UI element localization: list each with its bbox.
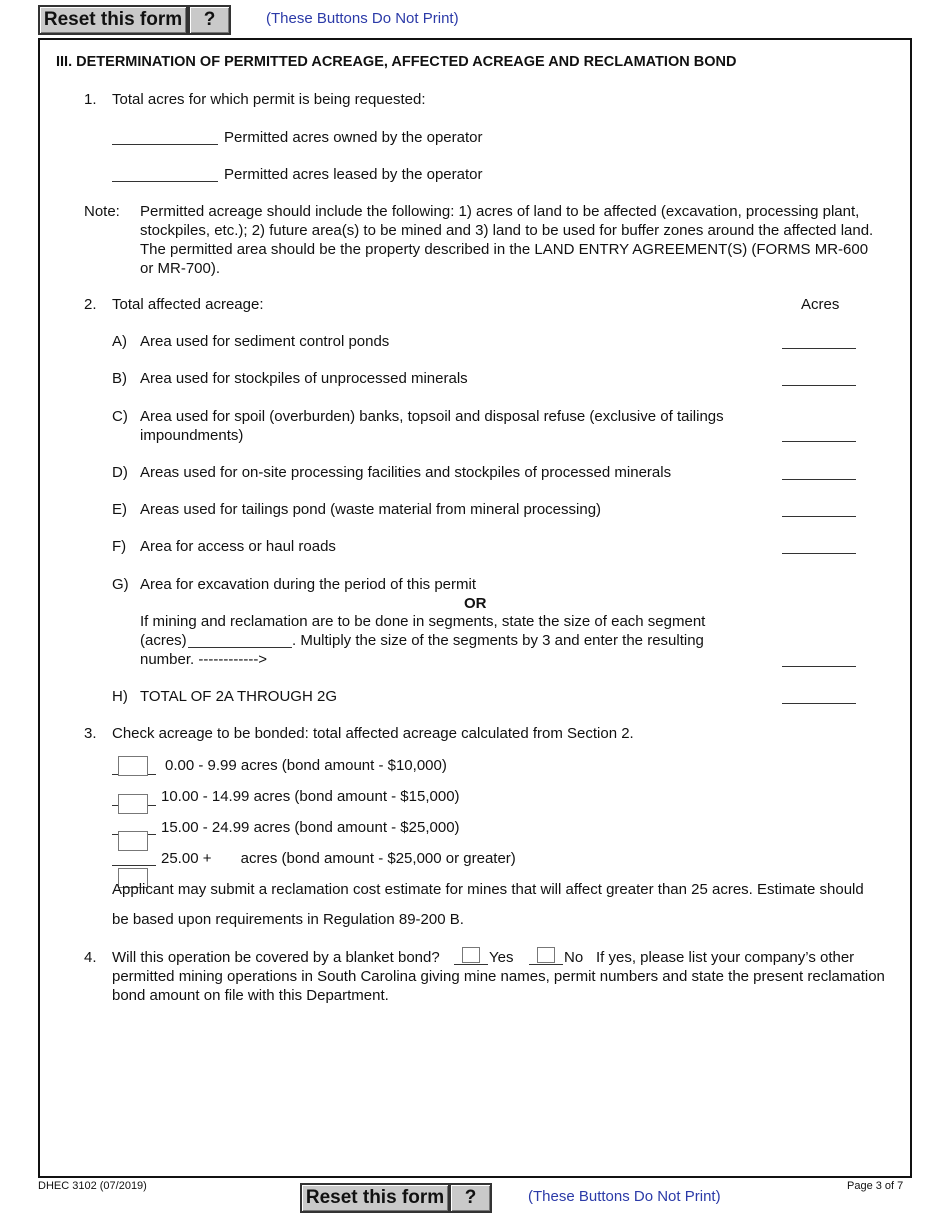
q4-text-b: If yes, please list your company’s other <box>596 949 855 966</box>
bond-option-checkbox[interactable] <box>118 756 148 776</box>
item-text: TOTAL OF 2A THROUGH 2G <box>140 688 337 705</box>
item-text: Area used for stockpiles of unprocessed minerals <box>140 370 468 387</box>
blanket-bond-yes-checkbox[interactable] <box>462 947 480 963</box>
owned-acres-field[interactable] <box>112 144 218 145</box>
bond-option-label: 0.00 - 9.99 acres (bond amount - $10,000) <box>165 757 447 774</box>
q4-text: Will this operation be covered by a blanket bond? <box>112 949 440 966</box>
acres-field-c[interactable] <box>782 441 856 442</box>
segment-text-line2: . Multiply the size of the segments by 3 and enter the resulting <box>292 632 704 649</box>
segment-text-line3: number. ------------> <box>140 651 268 668</box>
q1-number: 1. <box>84 91 97 108</box>
bond-option-label: 10.00 - 14.99 acres (bond amount - $15,000) <box>161 788 460 805</box>
item-letter: A) <box>112 333 127 350</box>
acres-field-a[interactable] <box>782 348 856 349</box>
acres-column-header: Acres <box>801 296 840 313</box>
reset-form-button-top[interactable]: Reset this form <box>38 5 188 35</box>
item-letter: G) <box>112 576 129 593</box>
or-label: OR <box>464 595 487 612</box>
segment-size-field[interactable] <box>188 647 292 648</box>
item-letter: D) <box>112 464 128 481</box>
page-number: Page 3 of 7 <box>847 1180 904 1192</box>
item-letter: F) <box>112 538 127 555</box>
blanket-bond-no-checkbox[interactable] <box>537 947 555 963</box>
q4-number: 4. <box>84 949 97 966</box>
yes-underline <box>454 964 488 965</box>
item-letter: E) <box>112 501 127 518</box>
no-print-note-top: (These Buttons Do Not Print) <box>266 10 459 27</box>
bond-option-checkbox[interactable] <box>118 831 148 851</box>
q4-text-line2: permitted mining operations in South Carolina giving mine names, permit numbers and state the present reclamation <box>112 968 885 985</box>
no-print-note-bottom: (These Buttons Do Not Print) <box>528 1188 721 1205</box>
segment-text-acres: (acres) <box>140 632 187 649</box>
q1-text: Total acres for which permit is being requested: <box>112 91 426 108</box>
q3-text: Check acreage to be bonded: total affected acreage calculated from Section 2. <box>112 725 634 742</box>
reset-form-button-bottom[interactable]: Reset this form <box>300 1183 450 1213</box>
no-underline <box>529 964 563 965</box>
leased-acres-field[interactable] <box>112 181 218 182</box>
estimate-text-line1: Applicant may submit a reclamation cost estimate for mines that will affect greater than 25 acres. Estimate should <box>112 881 864 898</box>
form-id: DHEC 3102 (07/2019) <box>38 1180 147 1192</box>
item-text: Area for excavation during the period of this permit <box>140 576 477 593</box>
q2-text: Total affected acreage: <box>112 296 264 313</box>
note-line: Permitted acreage should include the following: 1) acres of land to be affected (excavation, processing plant, <box>140 203 860 220</box>
note-line: stockpiles, etc.); 2) future area(s) to be mined and 3) land to be used for buffer zones around the affected land. <box>140 222 874 239</box>
acres-field-d[interactable] <box>782 479 856 480</box>
bond-option-label: 25.00 + acres (bond amount - $25,000 or greater) <box>161 850 516 867</box>
segment-text-line1: If mining and reclamation are to be done in segments, state the size of each segment <box>140 613 706 630</box>
acres-field-e[interactable] <box>782 516 856 517</box>
help-button-top[interactable]: ? <box>188 5 231 35</box>
item-text: Area for access or haul roads <box>140 538 336 555</box>
item-text: Areas used for tailings pond (waste material from mineral processing) <box>140 501 602 518</box>
bond-option-label: 15.00 - 24.99 acres (bond amount - $25,000) <box>161 819 460 836</box>
acres-field-total[interactable] <box>782 703 856 704</box>
item-letter: H) <box>112 688 128 705</box>
option-underline <box>112 865 156 866</box>
leased-acres-label: Permitted acres leased by the operator <box>224 166 483 183</box>
item-letter: B) <box>112 370 127 387</box>
no-label: No <box>564 949 584 966</box>
estimate-text-line2: be based upon requirements in Regulation 89-200 B. <box>112 911 464 928</box>
yes-label: Yes <box>489 949 514 966</box>
q3-number: 3. <box>84 725 97 742</box>
item-letter: C) <box>112 408 128 425</box>
item-text-cont: impoundments) <box>140 427 244 444</box>
owned-acres-label: Permitted acres owned by the operator <box>224 129 483 146</box>
section-heading: III. DETERMINATION OF PERMITTED ACREAGE, AFFECTED ACREAGE AND RECLAMATION BOND <box>56 54 737 70</box>
q4-text-line3: bond amount on file with this Department. <box>112 987 389 1004</box>
note-line: or MR-700). <box>140 260 221 277</box>
acres-field-g[interactable] <box>782 666 856 667</box>
acres-field-b[interactable] <box>782 385 856 386</box>
bond-option-checkbox[interactable] <box>118 794 148 814</box>
item-text: Area used for spoil (overburden) banks, topsoil and disposal refuse (exclusive of tailings <box>140 408 724 425</box>
q2-number: 2. <box>84 296 97 313</box>
item-text: Area used for sediment control ponds <box>140 333 390 350</box>
note-line: The permitted area should be the property described in the LAND ENTRY AGREEMENT(S) (FORMS MR-600 <box>140 241 869 258</box>
acres-field-f[interactable] <box>782 553 856 554</box>
item-text: Areas used for on-site processing facilities and stockpiles of processed minerals <box>140 464 672 481</box>
note-label: Note: <box>84 203 120 220</box>
help-button-bottom[interactable]: ? <box>449 1183 492 1213</box>
